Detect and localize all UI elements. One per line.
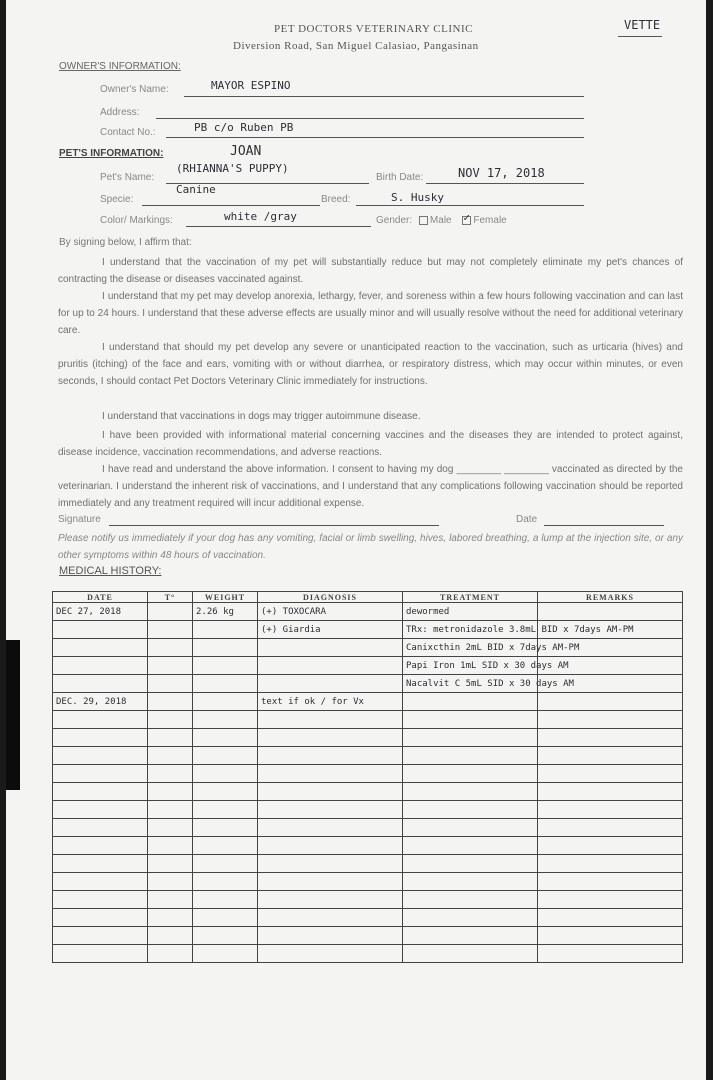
cell-weight — [193, 711, 258, 729]
cell-treatment — [403, 801, 538, 819]
cell-temp — [148, 621, 193, 639]
consent-paragraph-5: I have been provided with informational material concerning vaccines and the diseases they are intended to protect against, disease incidence, vaccination recommendations, and adverse reactions. — [58, 430, 683, 458]
cell-date — [53, 747, 148, 765]
cell-temp — [148, 711, 193, 729]
table-row — [53, 711, 683, 729]
cell-remarks — [538, 819, 683, 837]
table-row — [53, 801, 683, 819]
cell-treatment — [403, 927, 538, 945]
scan-edge-shadow — [6, 640, 20, 790]
table-body — [53, 603, 683, 963]
cell-date: DEC 27, 2018 — [53, 603, 148, 621]
consent-paragraph-2: I understand that my pet may develop anorexia, lethargy, fever, and soreness within a few hours following vaccination and can last for up to 24 hours. I understand that these adverse effects are usually minor and will usually resolve without the need for additional veterinary care. — [58, 291, 683, 336]
cell-treatment — [403, 729, 538, 747]
table-row — [53, 693, 683, 711]
cell-date — [53, 909, 148, 927]
cell-weight — [193, 765, 258, 783]
cell-remarks — [538, 711, 683, 729]
consent-intro: By signing below, I affirm that: — [59, 237, 192, 248]
cell-treatment — [403, 837, 538, 855]
cell-remarks — [538, 945, 683, 963]
cell-diagnosis — [258, 927, 403, 945]
birth-label: Birth Date: — [376, 172, 424, 183]
table-header-row — [53, 592, 683, 603]
table-row — [53, 639, 683, 657]
cell-date — [53, 945, 148, 963]
table-row — [53, 891, 683, 909]
cell-diagnosis — [258, 675, 403, 693]
cell-date — [53, 621, 148, 639]
cell-treatment — [403, 819, 538, 837]
cell-temp — [148, 765, 193, 783]
cell-treatment: Papi Iron 1mL SID x 30 days AM — [403, 657, 538, 675]
cell-diagnosis — [258, 873, 403, 891]
cell-treatment — [403, 783, 538, 801]
cell-diagnosis — [258, 945, 403, 963]
table-row — [53, 603, 683, 621]
cell-diagnosis — [258, 819, 403, 837]
cell-diagnosis — [258, 747, 403, 765]
cell-weight — [193, 621, 258, 639]
cell-remarks — [538, 729, 683, 747]
clinic-name: PET DOCTORS VETERINARY CLINIC — [274, 23, 473, 35]
medical-history-table — [52, 591, 683, 963]
gender-female-checkbox: ✓ — [463, 210, 471, 224]
table-row — [53, 783, 683, 801]
form-sheet — [6, 0, 706, 1080]
breed-label: Breed: — [321, 194, 351, 205]
cell-treatment — [403, 855, 538, 873]
cell-treatment — [403, 891, 538, 909]
cell-temp — [148, 693, 193, 711]
table-row — [53, 729, 683, 747]
cell-date — [53, 819, 148, 837]
pet-name-label: Pet's Name: — [100, 172, 155, 183]
address-label: Address: — [100, 107, 140, 118]
cell-temp — [148, 747, 193, 765]
gender-field — [376, 210, 507, 226]
cell-weight — [193, 855, 258, 873]
col-date: DATE — [53, 592, 148, 603]
cell-diagnosis — [258, 711, 403, 729]
cell-weight — [193, 801, 258, 819]
cell-temp — [148, 675, 193, 693]
col-diagnosis: DIAGNOSIS — [258, 592, 403, 603]
gender-label: Gender: — [376, 215, 413, 226]
cell-temp — [148, 909, 193, 927]
breed-value: S. Husky — [391, 191, 444, 204]
cell-weight — [193, 837, 258, 855]
cell-weight: 2.26 kg — [193, 603, 258, 621]
owner-name-value: MAYOR ESPINO — [211, 79, 291, 92]
table-row — [53, 621, 683, 639]
owner-heading: OWNER'S INFORMATION: — [59, 61, 181, 72]
cell-diagnosis — [258, 765, 403, 783]
contact-value: PB c/o Ruben PB — [194, 121, 294, 134]
cell-treatment: dewormed — [403, 603, 538, 621]
pet-heading: PET'S INFORMATION: — [59, 148, 164, 159]
cell-temp — [148, 657, 193, 675]
col-treatment: TREATMENT — [403, 592, 538, 603]
cell-date — [53, 657, 148, 675]
cell-temp — [148, 837, 193, 855]
cell-weight — [193, 873, 258, 891]
table-row — [53, 945, 683, 963]
cell-remarks — [538, 891, 683, 909]
cell-temp — [148, 819, 193, 837]
cell-remarks — [538, 873, 683, 891]
species-value: Canine — [176, 183, 216, 196]
cell-treatment: Nacalvit C 5mL SID x 30 days AM — [403, 675, 538, 693]
table-row — [53, 927, 683, 945]
cell-weight — [193, 675, 258, 693]
cell-remarks — [538, 693, 683, 711]
medical-history-heading: MEDICAL HISTORY: — [59, 565, 162, 577]
cell-treatment: Canixcthin 2mL BID x 7days AM-PM — [403, 639, 538, 657]
cell-diagnosis — [258, 855, 403, 873]
cell-remarks — [538, 783, 683, 801]
pet-name-value: (RHIANNA'S PUPPY) — [176, 162, 289, 175]
cell-temp — [148, 945, 193, 963]
cell-weight — [193, 891, 258, 909]
table-row — [53, 837, 683, 855]
gender-female-label: Female — [473, 215, 507, 226]
gender-male-label: Male — [429, 215, 452, 226]
cell-date — [53, 891, 148, 909]
cell-treatment — [403, 747, 538, 765]
species-label: Specie: — [100, 194, 134, 205]
signature-label: Signature — [58, 514, 101, 525]
cell-weight — [193, 747, 258, 765]
cell-diagnosis — [258, 909, 403, 927]
cell-diagnosis — [258, 639, 403, 657]
owner-name-label: Owner's Name: — [100, 84, 169, 95]
cell-temp — [148, 639, 193, 657]
clinic-address: Diversion Road, San Miguel Calasiao, Pangasinan — [233, 40, 479, 52]
date-label: Date — [516, 514, 538, 525]
cell-date — [53, 873, 148, 891]
cell-weight — [193, 945, 258, 963]
cell-treatment — [403, 693, 538, 711]
cell-date — [53, 675, 148, 693]
birth-value: NOV 17, 2018 — [458, 166, 545, 180]
cell-diagnosis — [258, 783, 403, 801]
cell-diagnosis — [258, 837, 403, 855]
cell-remarks — [538, 855, 683, 873]
cell-date — [53, 927, 148, 945]
contact-label: Contact No.: — [100, 127, 156, 138]
cell-date: DEC. 29, 2018 — [53, 693, 148, 711]
cell-date — [53, 639, 148, 657]
cell-weight — [193, 693, 258, 711]
cell-treatment — [403, 945, 538, 963]
pet-name-value-top: JOAN — [230, 144, 262, 159]
table-row — [53, 873, 683, 891]
consent-paragraph-1: I understand that the vaccination of my pet will substantially reduce but may not completely eliminate my pet's chances of contracting the disease or diseases vaccinated against. — [58, 257, 683, 285]
cell-diagnosis — [258, 891, 403, 909]
cell-weight — [193, 819, 258, 837]
cell-weight — [193, 639, 258, 657]
cell-treatment — [403, 711, 538, 729]
gender-male-checkbox — [419, 216, 428, 225]
color-label: Color/ Markings: — [100, 215, 173, 226]
cell-weight — [193, 927, 258, 945]
consent-paragraph-3: I understand that should my pet develop any severe or unanticipated reaction to the vaccination, such as urticaria (hives) and pruritis (itching) of the face and ears, vomiting with or without diarrhea, or respiratory distress, which may occur within minutes, or even seconds, I should contact Pet Doctors Veterinary Clinic immediately for instructions. — [58, 342, 683, 387]
cell-diagnosis: text if ok / for Vx — [258, 693, 403, 711]
cell-remarks — [538, 927, 683, 945]
cell-remarks — [538, 837, 683, 855]
table-row — [53, 855, 683, 873]
table-row — [53, 675, 683, 693]
cell-temp — [148, 729, 193, 747]
cell-treatment — [403, 765, 538, 783]
cell-diagnosis — [258, 729, 403, 747]
cell-remarks — [538, 909, 683, 927]
table-row — [53, 819, 683, 837]
cell-temp — [148, 855, 193, 873]
cell-temp — [148, 927, 193, 945]
color-value: white /gray — [224, 210, 297, 223]
cell-date — [53, 855, 148, 873]
cell-temp — [148, 801, 193, 819]
corner-note: VETTE — [624, 18, 661, 32]
cell-temp — [148, 891, 193, 909]
table-row — [53, 747, 683, 765]
cell-date — [53, 837, 148, 855]
table-row — [53, 765, 683, 783]
consent-paragraph-4: I understand that vaccinations in dogs may trigger autoimmune disease. — [102, 411, 421, 422]
cell-diagnosis: (+) Giardia — [258, 621, 403, 639]
cell-temp — [148, 603, 193, 621]
cell-weight — [193, 657, 258, 675]
cell-treatment — [403, 873, 538, 891]
cell-treatment: TRx: metronidazole 3.8mL BID x 7days AM-PM — [403, 621, 538, 639]
col-weight: WEIGHT — [193, 592, 258, 603]
table-row — [53, 657, 683, 675]
cell-diagnosis: (+) TOXOCARA — [258, 603, 403, 621]
cell-weight — [193, 909, 258, 927]
cell-temp — [148, 873, 193, 891]
cell-date — [53, 801, 148, 819]
col-temp: T° — [148, 592, 193, 603]
notice-text: Please notify us immediately if your dog has any vomiting, facial or limb swelling, hives, labored breathing, a lump at the injection site, or any other symptoms within 48 hours of vaccination. — [58, 533, 683, 561]
cell-date — [53, 729, 148, 747]
cell-diagnosis — [258, 801, 403, 819]
cell-weight — [193, 783, 258, 801]
cell-date — [53, 711, 148, 729]
cell-remarks — [538, 747, 683, 765]
cell-temp — [148, 783, 193, 801]
cell-remarks — [538, 603, 683, 621]
table-row — [53, 909, 683, 927]
consent-paragraph-6: I have read and understand the above information. I consent to having my dog ________ ________ vaccinated as directed by the veterinarian. I understand the inherent risk of vaccinations, and I understand that any complications following vaccination should be reported immediately and any treatment required will incur additional expense. — [58, 464, 683, 509]
col-remarks: REMARKS — [538, 592, 683, 603]
cell-weight — [193, 729, 258, 747]
cell-remarks — [538, 801, 683, 819]
cell-date — [53, 783, 148, 801]
cell-remarks — [538, 765, 683, 783]
cell-date — [53, 765, 148, 783]
cell-treatment — [403, 909, 538, 927]
cell-diagnosis — [258, 657, 403, 675]
